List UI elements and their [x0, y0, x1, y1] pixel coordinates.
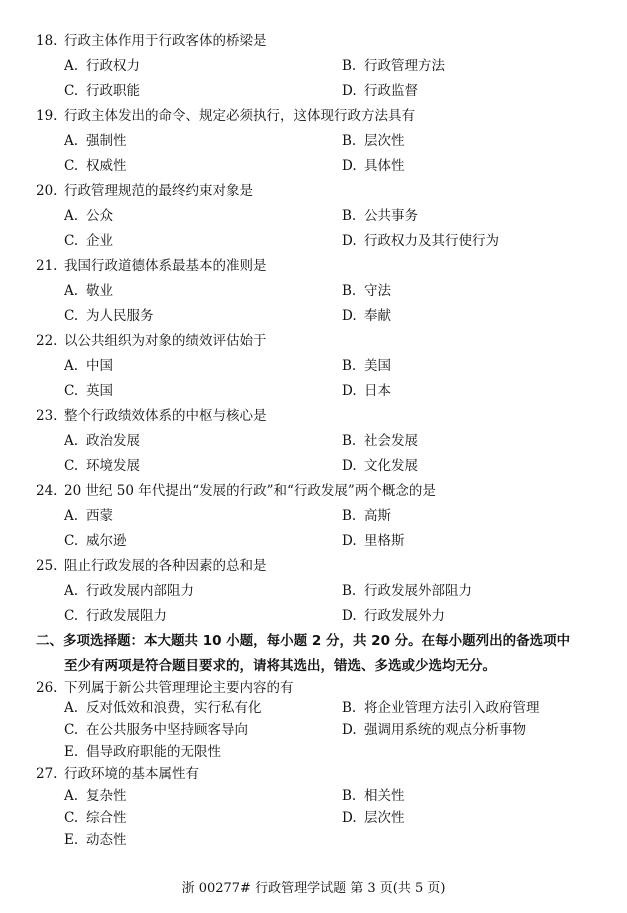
- question-number: 24.: [36, 483, 58, 499]
- option-a: A. 行政权力: [64, 58, 140, 74]
- section-heading: [0, 631, 627, 651]
- page-footer: 浙 00277# 行政管理学试题 第 3 页(共 5 页): [181, 881, 446, 896]
- options-row: [0, 231, 627, 251]
- option-b: B. 行政管理方法: [342, 58, 445, 74]
- question-21: [0, 256, 627, 276]
- question-number: 19.: [36, 108, 58, 124]
- options-row: [0, 506, 627, 526]
- option-d: D. 强调用系统的观点分析事物: [342, 722, 526, 738]
- question-number: 22.: [36, 333, 58, 349]
- question-text: 行政环境的基本属性有: [64, 766, 199, 782]
- question-text: 20 世纪 50 年代提出“发展的行政”和“行政发展”两个概念的是: [64, 483, 436, 499]
- option-b: B. 高斯: [342, 508, 391, 524]
- options-row: [0, 698, 627, 718]
- question-text: 我国行政道德体系最基本的准则是: [64, 258, 267, 274]
- question-18: [0, 31, 627, 51]
- option-b: B. 公共事务: [342, 208, 418, 224]
- options-row: [0, 808, 627, 828]
- section-heading: [0, 656, 627, 676]
- option-d: D. 具体性: [342, 158, 405, 174]
- option-d: D. 行政发展外力: [342, 608, 445, 624]
- option-c: C. 权威性: [64, 158, 127, 174]
- option-a: A. 中国: [64, 358, 113, 374]
- option-b: B. 社会发展: [342, 433, 418, 449]
- option-c: C. 英国: [64, 383, 113, 399]
- question-text: 行政管理规范的最终约束对象是: [64, 183, 253, 199]
- option-d: D. 行政监督: [342, 83, 418, 99]
- options-row: [0, 81, 627, 101]
- question-number: 21.: [36, 258, 58, 274]
- question-number: 20.: [36, 183, 58, 199]
- options-row: [0, 431, 627, 451]
- option-c: C. 行政发展阻力: [64, 608, 167, 624]
- option-d: D. 奉献: [342, 308, 391, 324]
- option-d: D. 行政权力及其行使行为: [342, 233, 499, 249]
- question-19: [0, 106, 627, 126]
- option-c: C. 在公共服务中坚持顾客导向: [64, 722, 248, 738]
- option-d: D. 日本: [342, 383, 391, 399]
- option-c: C. 环境发展: [64, 458, 140, 474]
- options-row: [0, 531, 627, 551]
- option-a: A. 强制性: [64, 133, 127, 149]
- question-text: 行政主体作用于行政客体的桥梁是: [64, 33, 267, 49]
- option-a: A. 敬业: [64, 283, 113, 299]
- question-text: 整个行政绩效体系的中枢与核心是: [64, 408, 267, 424]
- options-row: [0, 281, 627, 301]
- option-b: B. 美国: [342, 358, 391, 374]
- options-row: [0, 306, 627, 326]
- option-c: C. 为人民服务: [64, 308, 154, 324]
- option-d: D. 文化发展: [342, 458, 418, 474]
- question-number: 26.: [36, 680, 58, 696]
- option-a: A. 政治发展: [64, 433, 140, 449]
- question-23: [0, 406, 627, 426]
- options-row: [0, 131, 627, 151]
- question-26: [0, 678, 627, 698]
- question-number: 23.: [36, 408, 58, 424]
- section-heading-line2: 至少有两项是符合题目要求的，请将其选出，错选、多选或少选均无分。: [64, 658, 496, 674]
- option-b: B. 行政发展外部阻力: [342, 583, 472, 599]
- question-20: [0, 181, 627, 201]
- question-number: 25.: [36, 558, 58, 574]
- option-b: B. 将企业管理方法引入政府管理: [342, 700, 540, 716]
- question-number: 18.: [36, 33, 58, 49]
- options-row: [0, 156, 627, 176]
- option-c: C. 综合性: [64, 810, 127, 826]
- options-row: [0, 456, 627, 476]
- options-row: [0, 606, 627, 626]
- option-a: A. 西蒙: [64, 508, 113, 524]
- question-text: 以公共组织为对象的绩效评估始于: [64, 333, 267, 349]
- options-row: [0, 720, 627, 740]
- section-heading-line1: 二、多项选择题：本大题共 10 小题，每小题 2 分，共 20 分。在每小题列出的备选项中: [36, 633, 571, 649]
- option-a: A. 复杂性: [64, 788, 127, 804]
- question-25: [0, 556, 627, 576]
- options-row: [0, 742, 627, 762]
- options-row: [0, 356, 627, 376]
- option-a: A. 行政发展内部阻力: [64, 583, 194, 599]
- option-b: B. 相关性: [342, 788, 405, 804]
- options-row: [0, 206, 627, 226]
- option-c: C. 行政职能: [64, 83, 140, 99]
- option-b: B. 守法: [342, 283, 391, 299]
- option-d: D. 层次性: [342, 810, 405, 826]
- question-22: [0, 331, 627, 351]
- options-row: [0, 381, 627, 401]
- options-row: [0, 786, 627, 806]
- option-a: A. 公众: [64, 208, 113, 224]
- option-c: C. 企业: [64, 233, 113, 249]
- option-e: E. 倡导政府职能的无限性: [64, 744, 221, 760]
- option-a: A. 反对低效和浪费，实行私有化: [64, 700, 262, 716]
- question-text: 阻止行政发展的各种因素的总和是: [64, 558, 267, 574]
- question-number: 27.: [36, 766, 58, 782]
- option-b: B. 层次性: [342, 133, 405, 149]
- question-text: 行政主体发出的命令、规定必须执行，这体现行政方法具有: [64, 108, 415, 124]
- question-27: [0, 764, 627, 784]
- question-text: 下列属于新公共管理理论主要内容的有: [64, 680, 294, 696]
- question-24: [0, 481, 627, 501]
- options-row: [0, 581, 627, 601]
- options-row: [0, 830, 627, 850]
- option-c: C. 威尔逊: [64, 533, 127, 549]
- option-d: D. 里格斯: [342, 533, 405, 549]
- option-e: E. 动态性: [64, 832, 127, 848]
- options-row: [0, 56, 627, 76]
